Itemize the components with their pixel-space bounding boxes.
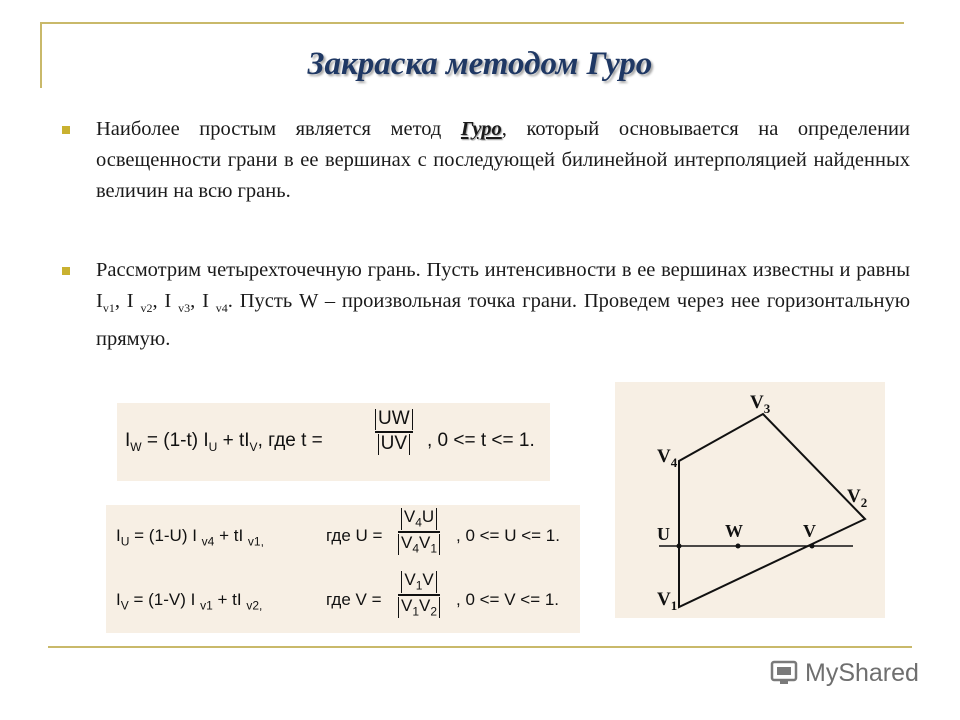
- f1-denominator: UV: [378, 434, 410, 455]
- formula-intensity-w: [117, 403, 550, 481]
- f2v-lhs-sub: V: [120, 598, 129, 613]
- formula2-u-fraction: [398, 508, 440, 555]
- formula2-v-where: где V =: [326, 590, 382, 609]
- bullet-marker: [62, 126, 70, 134]
- paragraph-four-point-face: [96, 255, 910, 355]
- f2u-rhs-sub: v4: [201, 534, 215, 549]
- p2-text: Рассмотрим четырехточечную грань. Пусть интенсивности в ее вершинах известны и равны I: [96, 259, 910, 312]
- point-u: [677, 544, 682, 549]
- f1-mid-sub: U: [208, 439, 218, 454]
- vertex-label-v4: $V_4$: [657, 446, 678, 470]
- p1-text-before: Наиболее простым является метод: [96, 118, 461, 140]
- formula2-u-where: где U =: [326, 526, 383, 545]
- formula2-v-fraction: [398, 571, 440, 618]
- point-label-v: V: [803, 521, 816, 541]
- f2v-rhs-sub: v1: [200, 598, 213, 613]
- p2-sub: v2: [140, 301, 153, 316]
- f2u-denominator: $V_4V_1$: [398, 534, 440, 556]
- f2u-rhs2-sub: v1,: [247, 534, 264, 549]
- p2-text: , I: [114, 290, 141, 312]
- point-v: [810, 544, 815, 549]
- p2-text: , I: [190, 290, 216, 312]
- bullet-marker: [62, 267, 70, 275]
- formula1-fraction: [375, 409, 413, 455]
- f1-where: , где t =: [257, 430, 323, 451]
- formula1-condition: , 0 <= t <= 1.: [427, 430, 535, 451]
- f2v-denominator: $V_1V_2$: [398, 597, 440, 619]
- f2v-rhs: = (1-V) I: [128, 590, 201, 609]
- vertex-label-v1: $V_1$: [657, 589, 678, 613]
- p2-sub: v4: [215, 301, 228, 316]
- p2-text: . Пусть W – произвольная точка грани. Проведем через нее горизонтальную прямую.: [96, 290, 911, 351]
- f1-lhs: I: [125, 430, 131, 451]
- p2-sub: v3: [178, 301, 191, 316]
- formula2-v-main: [116, 590, 262, 612]
- f1-mid2-sub: V: [249, 439, 258, 454]
- vertex-label-v2: $V_2$: [847, 486, 868, 510]
- diagram-background: [615, 382, 885, 618]
- f2v-rhs2: + tI: [212, 590, 247, 609]
- share-icon: [770, 658, 800, 688]
- watermark-logo: [770, 658, 919, 688]
- f1-numerator: UW: [375, 409, 413, 430]
- point-label-u: U: [657, 524, 670, 544]
- slide-frame-bottom-rule: [48, 646, 912, 648]
- quadrilateral-diagram: [615, 382, 885, 618]
- f2u-lhs-sub: U: [120, 534, 130, 549]
- f2v-numerator: $V_1V$: [401, 571, 436, 593]
- f1-mid: = (1-t) I: [141, 430, 209, 451]
- point-label-w: W: [725, 521, 743, 541]
- f1-mid2: + tI: [217, 430, 250, 451]
- formula2-u-condition: , 0 <= U <= 1.: [456, 526, 560, 545]
- formula1-main: [125, 430, 323, 454]
- watermark-text: MyShared: [805, 658, 919, 687]
- p2-sub: v1: [102, 301, 115, 316]
- f2u-numerator: $V_4U$: [401, 508, 437, 530]
- f2u-rhs2: + tI: [214, 526, 248, 545]
- slide-frame-top-rule: [40, 22, 904, 24]
- formula2-v-condition: , 0 <= V <= 1.: [456, 590, 560, 609]
- f2v-rhs2-sub: v2,: [246, 598, 263, 613]
- f2v-lhs: I: [116, 590, 121, 609]
- formula-intensity-uv: [106, 505, 580, 633]
- paragraph-guro-method: [96, 114, 910, 207]
- f1-lhs-sub: W: [130, 439, 142, 454]
- point-w: [736, 544, 741, 549]
- f2u-rhs: = (1-U) I: [129, 526, 202, 545]
- formula2-u-main: [116, 526, 264, 548]
- vertex-label-v3: $V_3$: [750, 392, 771, 416]
- p2-text: , I: [152, 290, 179, 312]
- f2u-lhs: I: [116, 526, 121, 545]
- slide-title: Закраска методом Гуро: [307, 46, 653, 82]
- p1-text-after: , который основывается на определении освещенности грани в ее вершинах с последующей билинейной интерполяцией найденных величин на всю грань.: [96, 118, 910, 202]
- p1-guro-term: Гуро: [460, 118, 502, 140]
